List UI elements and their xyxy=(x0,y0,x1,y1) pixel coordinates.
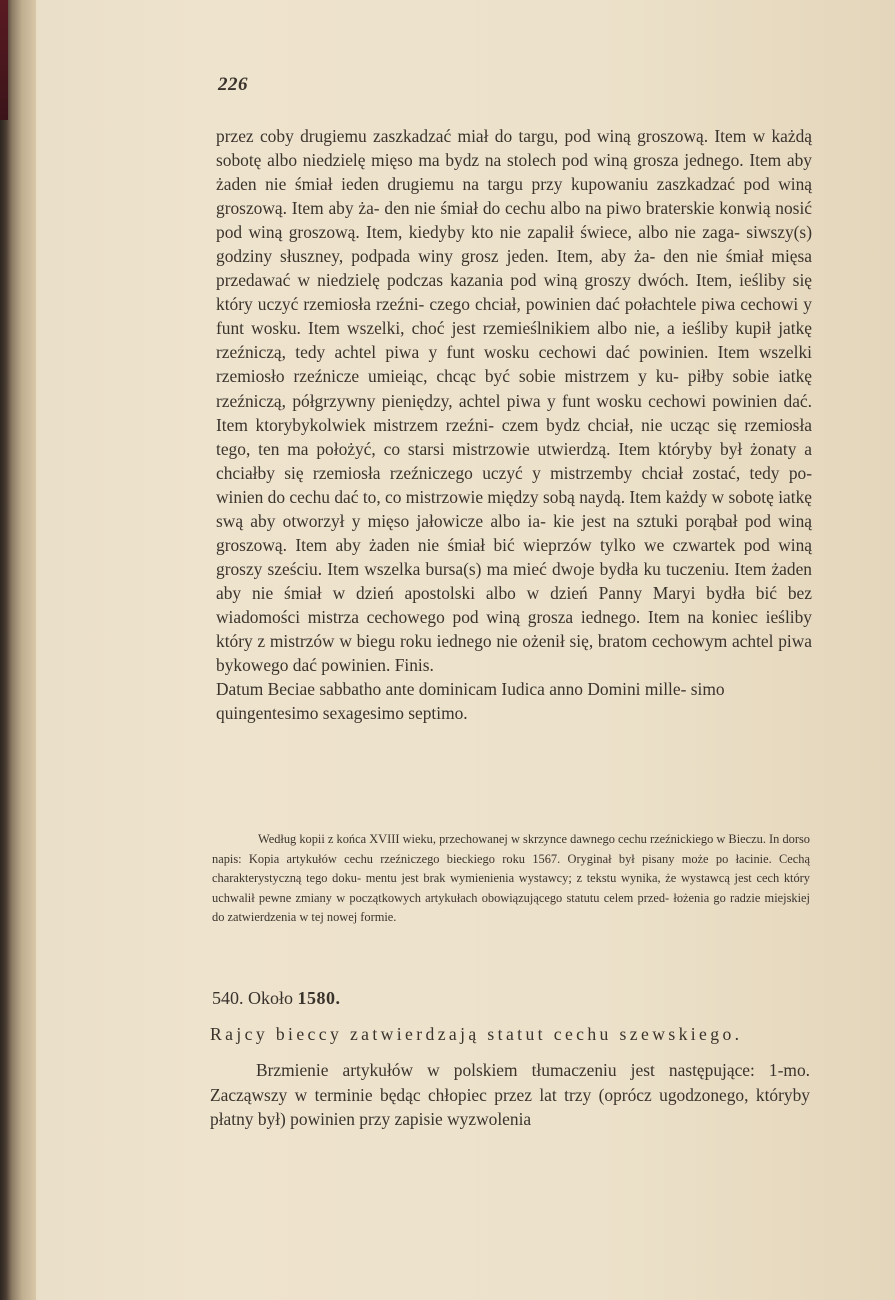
footnote-text: Według kopii z końca XVIII wieku, przechowanej w skrzynce dawnego cechu rzeźnickiego w Bieczu. In dorso napis: Kopia artykułów cechu rzeźniczego bieckiego roku 1567. Oryginał był pisany może po łacinie. Cechą charakterystyczną tego doku- mentu jest brak wymienienia wystawcy; z tekstu wynika, że wystawcą jest cech który uchwalił pewne zmiany w początkowych artykułach obowiązującego statutu celem przed- łożenia go radzie miejskiej do zatwierdzenia w tej nowej formie. xyxy=(212,832,810,925)
main-paragraph: przez coby drugiemu zaszkadzać miał do targu, pod winą groszową. Item w każdą sobotę albo niedzielę mięso ma bydz na stolech pod winą grosza jednego. Item aby żaden nie śmiał ieden drugiemu na targu przy kupowaniu zaszkadzać pod winą groszową. Item aby ża- den nie śmiał do cechu albo na piwo braterskie konwią nosić pod winą groszową. Item, kiedyby kto nie zapalił świece, albo nie zaga- siwszy(s) godziny słuszney, podpada winy grosz jeden. Item, aby ża- den nie śmiał mięsa przedawać w niedzielę podczas kazania pod winą groszy dwóch. Item, ieśliby się który uczyć rzemiosła rzeźni- czego chciał, powinien dać połachtele piwa cechowi y funt wosku. Item wszelki, choć jest rzemieślnikiem albo nie, a ieśliby kupił jatkę rzeźniczą, tedy achtel piwa y funt wosku cechowi dać powinien. Item wszelki rzemiosło rzeźnicze umieiąc, chcąc być sobie mistrzem y ku- piłby sobie iatkę rzeźniczą, półgrzywny pieniędzy, achtel piwa y funt wosku cechowi powinien dać. Item ktorybykolwiek mistrzem rzeźni- czem bydz chciał, nie ucząc się rzemiosła tego, ten ma położyć, co starsi mistrzowie utwierdzą. Item któryby był żonaty a chciałby się rzemiosła rzeźniczego uczyć y mistrzemby chciał zostać, tedy po- winien do cechu dać to, co mistrzowie między sobą naydą. Item każdy w sobotę iatkę swą aby otworzył y mięso jałowicze albo ia- kie jest na sztuki porąbał pod winą groszową. Item aby żaden nie śmiał bić wieprzów tylko we czwartek pod winą groszy sześciu. Item wszelka bursa(s) ma mieć dwoje bydła ku tuczeniu. Item żaden aby nie śmiał w dzień apostolski albo w dzień Panny Maryi bydła bić bez wiadomości mistrza cechowego pod winą grosza iednego. Item na koniec ieśliby który z mistrzów w biegu roku iednego nie ożenił się, bratom cechowym achtel piwa bykowego dać powinien. Finis. xyxy=(216,126,812,676)
document-title: Rajcy bieccy zatwierdzają statut cechu szewskiego. xyxy=(210,1024,743,1044)
document-number: 540. xyxy=(212,988,244,1008)
binding-edge xyxy=(0,0,8,120)
main-text-block xyxy=(216,124,812,725)
document-heading xyxy=(212,988,341,1009)
book-spine xyxy=(0,0,36,1300)
document-body-text: Brzmienie artykułów w polskiem tłumaczeniu jest następujące: 1-mo. Zacząwszy w terminie będąc chłopiec przez lat trzy (oprócz ugodzonego, któryby płatny był) powinien przy zapisie wyzwolenia xyxy=(210,1060,810,1129)
document-body xyxy=(210,1058,810,1132)
main-paragraph-closing: Datum Beciae sabbatho ante dominicam Iudica anno Domini mille- simo quingentesimo sexagesimo septimo. xyxy=(216,679,725,724)
document-date-prefix: Około xyxy=(248,988,293,1008)
page-number: 226 xyxy=(218,74,248,95)
footnote xyxy=(212,830,810,928)
document-year: 1580. xyxy=(297,988,341,1008)
